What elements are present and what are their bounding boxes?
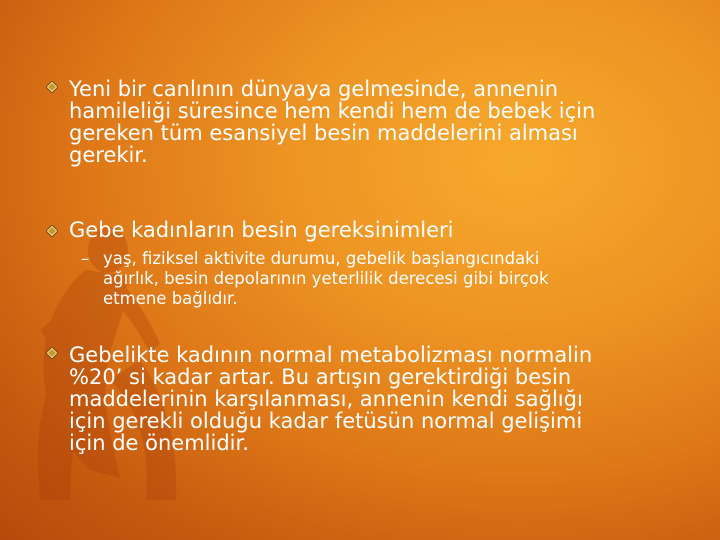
bullet-3-line-1: Gebelikte kadının normal metabolizması normalin [69,343,593,367]
sub-bullet-line-3: etmene bağlıdır. [103,289,238,308]
sub-bullet-line-1: yaş, fiziksel aktivite durumu, gebelik başlangıcındaki [103,249,540,268]
bullet-1-text [69,78,595,166]
bullet-1-line-3: gereken tüm esansiyel besin maddelerini alması [69,121,578,145]
sub-bullet-text [103,249,549,309]
diamond-bullet-icon [46,225,58,237]
diamond-bullet-icon [46,347,58,359]
bullet-1-line-1: Yeni bir canlının dünyaya gelmesinde, annenin [69,77,558,101]
sub-bullet-line-2: ağırlık, besin depolarının yeterlilik derecesi gibi birçok [103,269,549,288]
bullet-2-text [69,219,454,241]
bullet-3-text [69,344,592,454]
bullet-3-line-2: %20’ si kadar artar. Bu artışın gerektirdiği besin [69,365,572,389]
bullet-1-line-4: gerekir. [69,143,148,167]
bullet-2-line-1: Gebe kadınların besin gereksinimleri [69,218,454,242]
bullet-3-line-3: maddelerinin karşılanması, annenin kendi sağlığı [69,387,583,411]
bullet-1-line-2: hamileliği süresince hem kendi hem de bebek için [69,99,596,123]
bullet-3-line-4: için gerekli olduğu kadar fetüsün normal gelişimi [69,409,583,433]
sub-bullet-dash: – [81,249,90,268]
bullet-3-line-5: için de önemlidir. [69,431,249,455]
diamond-bullet-icon [46,81,58,93]
